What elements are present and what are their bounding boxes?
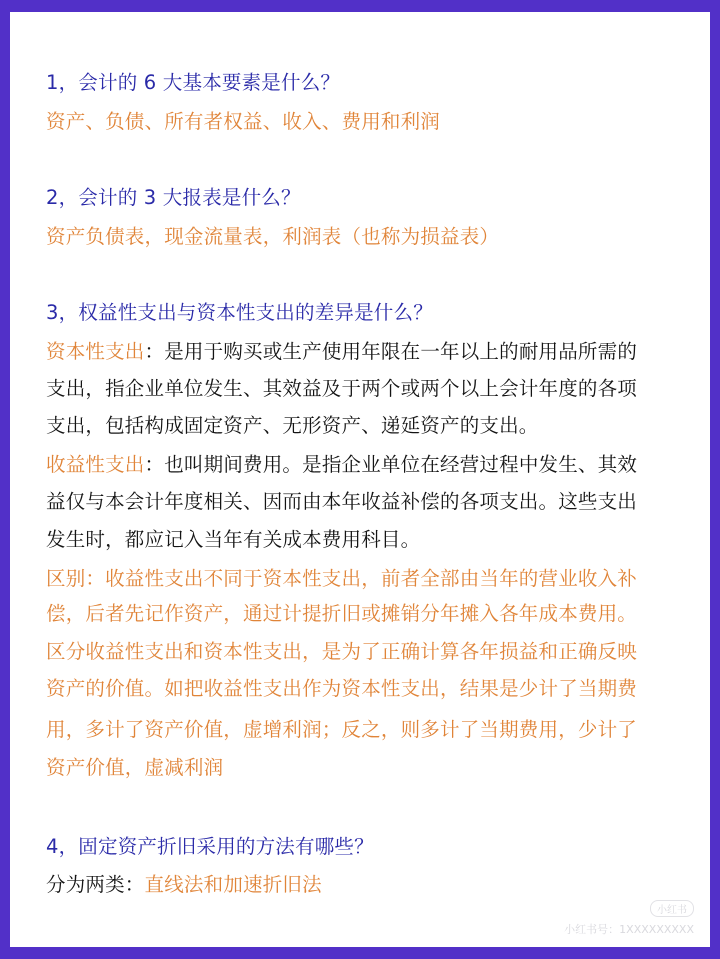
revenue-expenditure-line-3: 发生时，都应记入当年有关成本费用科目。 [46,528,421,551]
watermark-logo: 小红书 [650,900,694,917]
difference-line-2: 偿，后者先记作资产，通过计提折旧或摊销分年摊入各年成本费用。 [46,602,638,625]
difference-line-5: 用，多计了资产价值，虚增利润；反之，则多计了当期费用，少计了 [46,718,638,741]
answer-1: 资产、负债、所有者权益、收入、费用和利润 [46,110,441,133]
watermark-id: 小红书号：1XXXXXXXXX [564,923,694,936]
text-line: 也叫期间费用。是指企业单位在经营过程中发生、其效 [164,453,638,476]
question-1: 1，会计的 6 大基本要素是什么？ [46,71,341,94]
capital-expenditure-line-3: 支出，包括构成固定资产、无形资产、递延资产的支出。 [46,414,539,437]
text-line: 是用于购买或生产使用年限在一年以上的耐用品所需的 [164,340,638,363]
difference-line-3: 区分收益性支出和资本性支出，是为了正确计算各年损益和正确反映 [46,640,638,663]
colon: ： [144,453,165,476]
answer-4-prefix: 分为两类： [46,873,145,896]
capital-expenditure-term: 资本性支出 [46,340,145,363]
question-4: 4，固定资产折旧采用的方法有哪些？ [46,835,374,858]
capital-expenditure-line-2: 支出，指企业单位发生、其效益及于两个或两个以上会计年度的各项 [46,377,638,400]
answer-2: 资产负债表，现金流量表，利润表（也称为损益表） [46,225,500,248]
revenue-expenditure-line-2: 益仅与本会计年度相关、因而由本年收益补偿的各项支出。这些支出 [46,490,638,513]
answer-4 [46,872,322,898]
question-3: 3，权益性支出与资本性支出的差异是什么？ [46,301,433,324]
difference-line-1: 区别：收益性支出不同于资本性支出，前者全部由当年的营业收入补 [46,567,638,590]
question-2: 2，会计的 3 大报表是什么？ [46,186,301,209]
difference-line-6: 资产价值，虚减利润 [46,756,224,779]
watermark [564,900,694,937]
difference-line-4: 资产的价值。如把收益性支出作为资本性支出，结果是少计了当期费 [46,677,638,700]
revenue-expenditure-term: 收益性支出 [46,453,145,476]
capital-expenditure-line-1 [46,339,637,365]
colon: ： [144,340,165,363]
content-card [10,12,710,947]
answer-4-methods: 直线法和加速折旧法 [144,873,322,896]
revenue-expenditure-line-1 [46,452,637,478]
